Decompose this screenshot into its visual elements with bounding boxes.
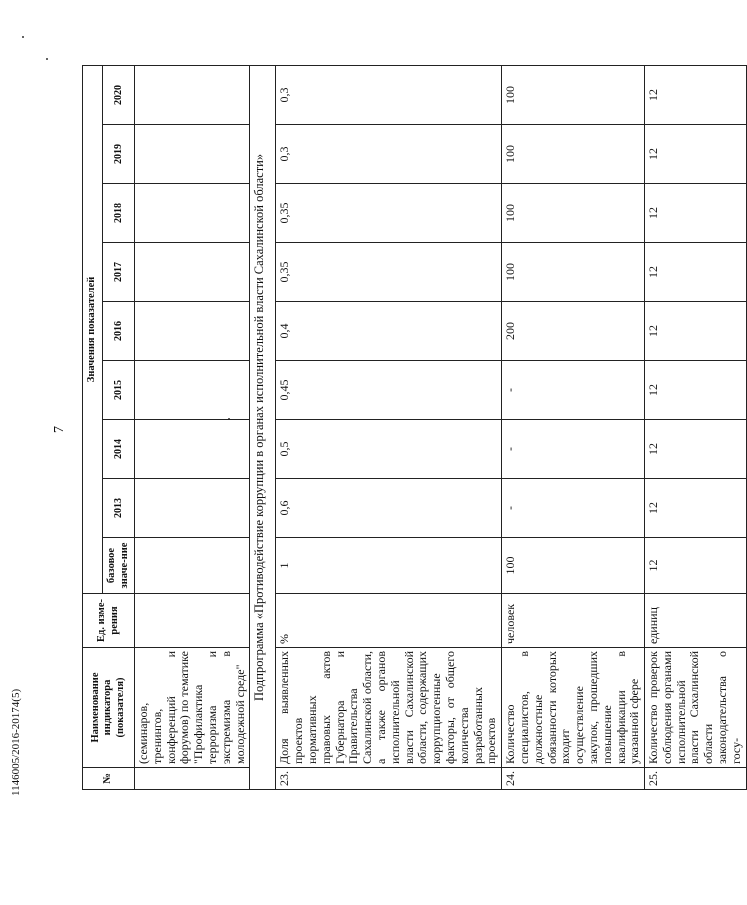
value-cell: 100 [502,125,645,184]
value-cell: 12 [645,65,747,124]
value-cell: 0,35 [276,243,502,302]
header-num: № [83,768,135,790]
base-value-cell: 100 [502,538,645,594]
value-cell: 100 [502,65,645,124]
value-cell: - [502,361,645,420]
scan-speck [46,58,48,60]
value-cell: 12 [645,302,747,361]
table-row [276,65,502,789]
value-cell [135,302,250,361]
value-cell: 0,6 [276,479,502,538]
header-year: 2015 [103,361,135,420]
rotated-table-wrapper [82,66,743,790]
value-cell: 0,35 [276,184,502,243]
value-cell: 12 [645,479,747,538]
indicator-name: (семинаров, тренингов, конференций и форумов) по тематике "Профилактика терроризма и экстремизма в молодежной среде" [135,648,250,768]
indicator-name: Количество проверок соблюдения органами исполнительной власти Сахалинской области законодательства о госу- [645,648,747,768]
header-indicator-name: Наименование индикатора (показателя) [83,648,135,768]
indicator-table [82,65,747,790]
table-row [502,65,645,789]
header-values-group: Значения показателей [83,65,103,593]
table-row [135,65,250,789]
header-year: 2014 [103,420,135,479]
unit-cell: единиц [645,594,747,648]
value-cell: 0,3 [276,125,502,184]
value-cell [135,65,250,124]
indicator-name: Доля выявленных проектов нормативных правовых актов Губернатора и Правительства Сахалинской области, а также органов исполнительной власти Сахалинской области, содержащих коррупциогенные факторы, от общего количества разработанных проектов [276,648,502,768]
value-cell: 0,5 [276,420,502,479]
value-cell: - [502,479,645,538]
base-value-cell: 1 [276,538,502,594]
value-cell: 12 [645,184,747,243]
unit-cell: % [276,594,502,648]
value-cell: 12 [645,420,747,479]
row-number: 23. [276,768,502,790]
value-cell [135,361,250,420]
header-base-value: базовое значе-ние [103,538,135,594]
value-cell: 12 [645,125,747,184]
unit-cell [135,594,250,648]
table-row [645,65,747,789]
indicator-name: Количество специалистов, в должностные обязанности которых входит осуществление закупок, прошедших повышение квалификации в указанной сфере [502,648,645,768]
value-cell: 0,4 [276,302,502,361]
header-year: 2013 [103,479,135,538]
unit-cell: человек [502,594,645,648]
value-cell [135,479,250,538]
base-value-cell: 12 [645,538,747,594]
value-cell: 12 [645,361,747,420]
header-unit: Ед. изме-рения [83,594,135,648]
value-cell: 100 [502,243,645,302]
header-year: 2020 [103,65,135,124]
value-cell [135,243,250,302]
value-cell [135,125,250,184]
value-cell: 100 [502,184,645,243]
value-cell: 200 [502,302,645,361]
row-number [135,768,250,790]
value-cell: - [502,420,645,479]
value-cell [135,420,250,479]
subprogram-row [250,65,276,789]
value-cell: 0,45 [276,361,502,420]
header-year: 2019 [103,125,135,184]
scan-speck [22,36,24,38]
document-code: 1146005/2016-20174(5) [10,688,22,796]
header-year: 2016 [103,302,135,361]
value-cell: 12 [645,243,747,302]
value-cell: 0,3 [276,65,502,124]
base-value-cell [135,538,250,594]
row-number: 24. [502,768,645,790]
value-cell [135,184,250,243]
page-number: 7 [52,426,67,433]
subprogram-title: Подпрограмма «Противодействие коррупции в органах исполнительной власти Сахалинской области» [250,65,276,789]
header-year: 2017 [103,243,135,302]
row-number: 25. [645,768,747,790]
header-year: 2018 [103,184,135,243]
